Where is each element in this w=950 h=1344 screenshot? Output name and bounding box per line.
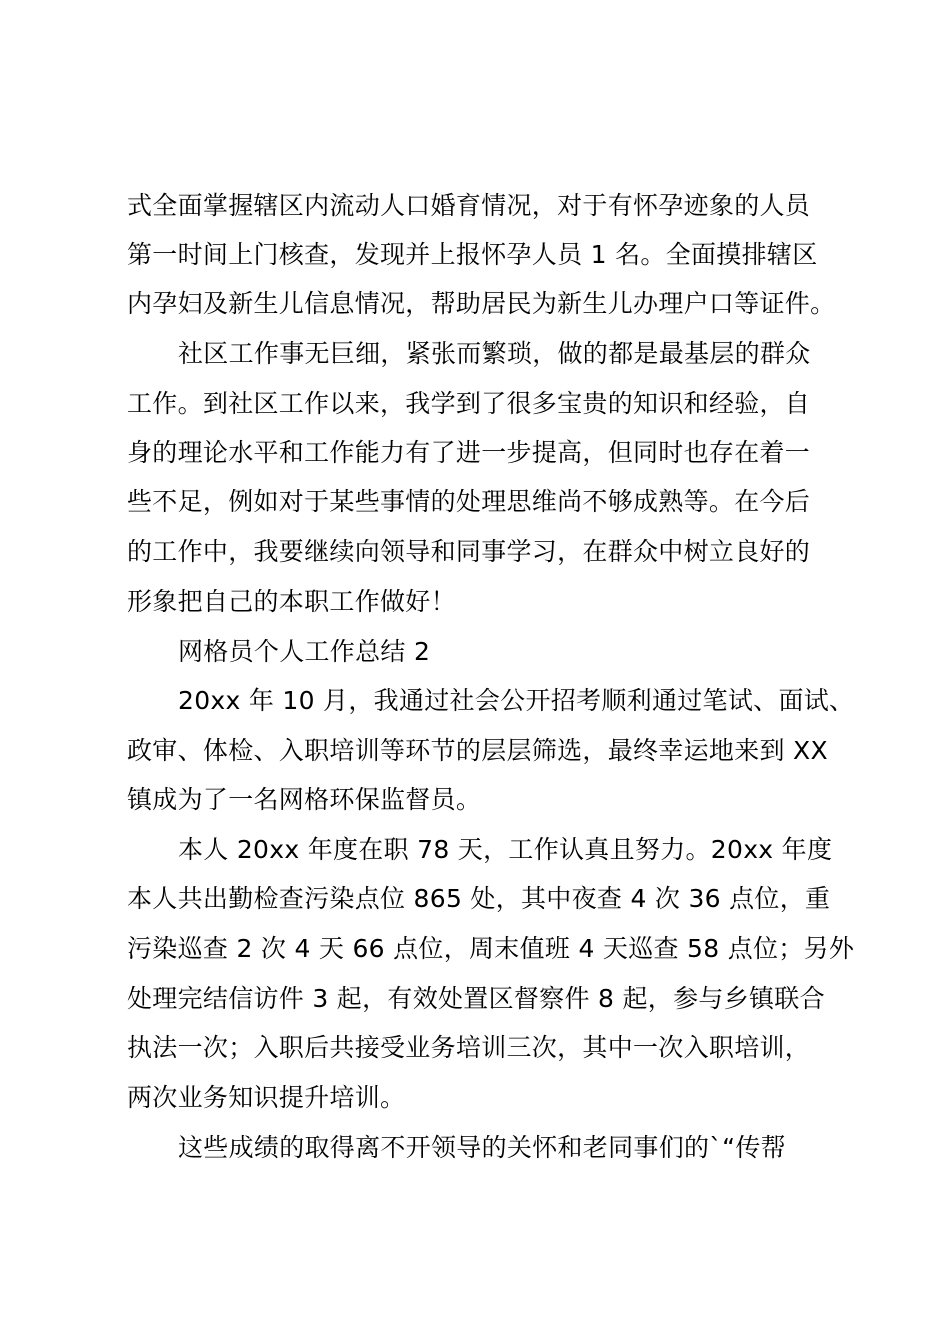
text-line: 处理完结信访件 3 起，有效处置区督察件 8 起，参与乡镇联合	[127, 984, 825, 1013]
text-line: 执法一次；入职后共接受业务培训三次，其中一次入职培训，	[127, 1033, 811, 1062]
paragraph-first-line: 本人 20xx 年度在职 78 天，工作认真且努力。20xx 年度	[178, 835, 833, 864]
text-line: 工作。到社区工作以来，我学到了很多宝贵的知识和经验，自	[127, 389, 811, 418]
text-line: 本人共出勤检查污染点位 865 处，其中夜查 4 次 36 点位，重	[127, 884, 831, 913]
section-heading: 网格员个人工作总结 2	[178, 637, 431, 666]
paragraph-first-line: 社区工作事无巨细，紧张而繁琐，做的都是最基层的群众	[178, 339, 811, 368]
text-line: 式全面掌握辖区内流动人口婚育情况，对于有怀孕迹象的人员	[127, 191, 811, 220]
paragraph-first-line: 这些成绩的取得离不开领导的关怀和老同事们的`“传帮	[178, 1133, 786, 1162]
text-line: 身的理论水平和工作能力有了进一步提高，但同时也存在着一	[127, 438, 811, 467]
text-line: 的工作中，我要继续向领导和同事学习，在群众中树立良好的	[127, 537, 811, 566]
text-line: 形象把自己的本职工作做好！	[127, 587, 456, 616]
text-line: 第一时间上门核查，发现并上报怀孕人员 1 名。全面摸排辖区	[127, 240, 818, 269]
text-line: 些不足，例如对于某些事情的处理思维尚不够成熟等。在今后	[127, 487, 811, 516]
text-line: 镇成为了一名网格环保监督员。	[127, 785, 482, 814]
text-line: 政审、体检、入职培训等环节的层层筛选，最终幸运地来到 XX	[127, 736, 828, 765]
text-line: 内孕妇及新生儿信息情况，帮助居民为新生儿办理户口等证件。	[127, 289, 836, 318]
text-line: 两次业务知识提升培训。	[127, 1083, 406, 1112]
text-line: 污染巡查 2 次 4 天 66 点位，周末值班 4 天巡查 58 点位；另外	[127, 934, 855, 963]
paragraph-first-line: 20xx 年 10 月，我通过社会公开招考顺利通过笔试、面试、	[178, 686, 855, 715]
